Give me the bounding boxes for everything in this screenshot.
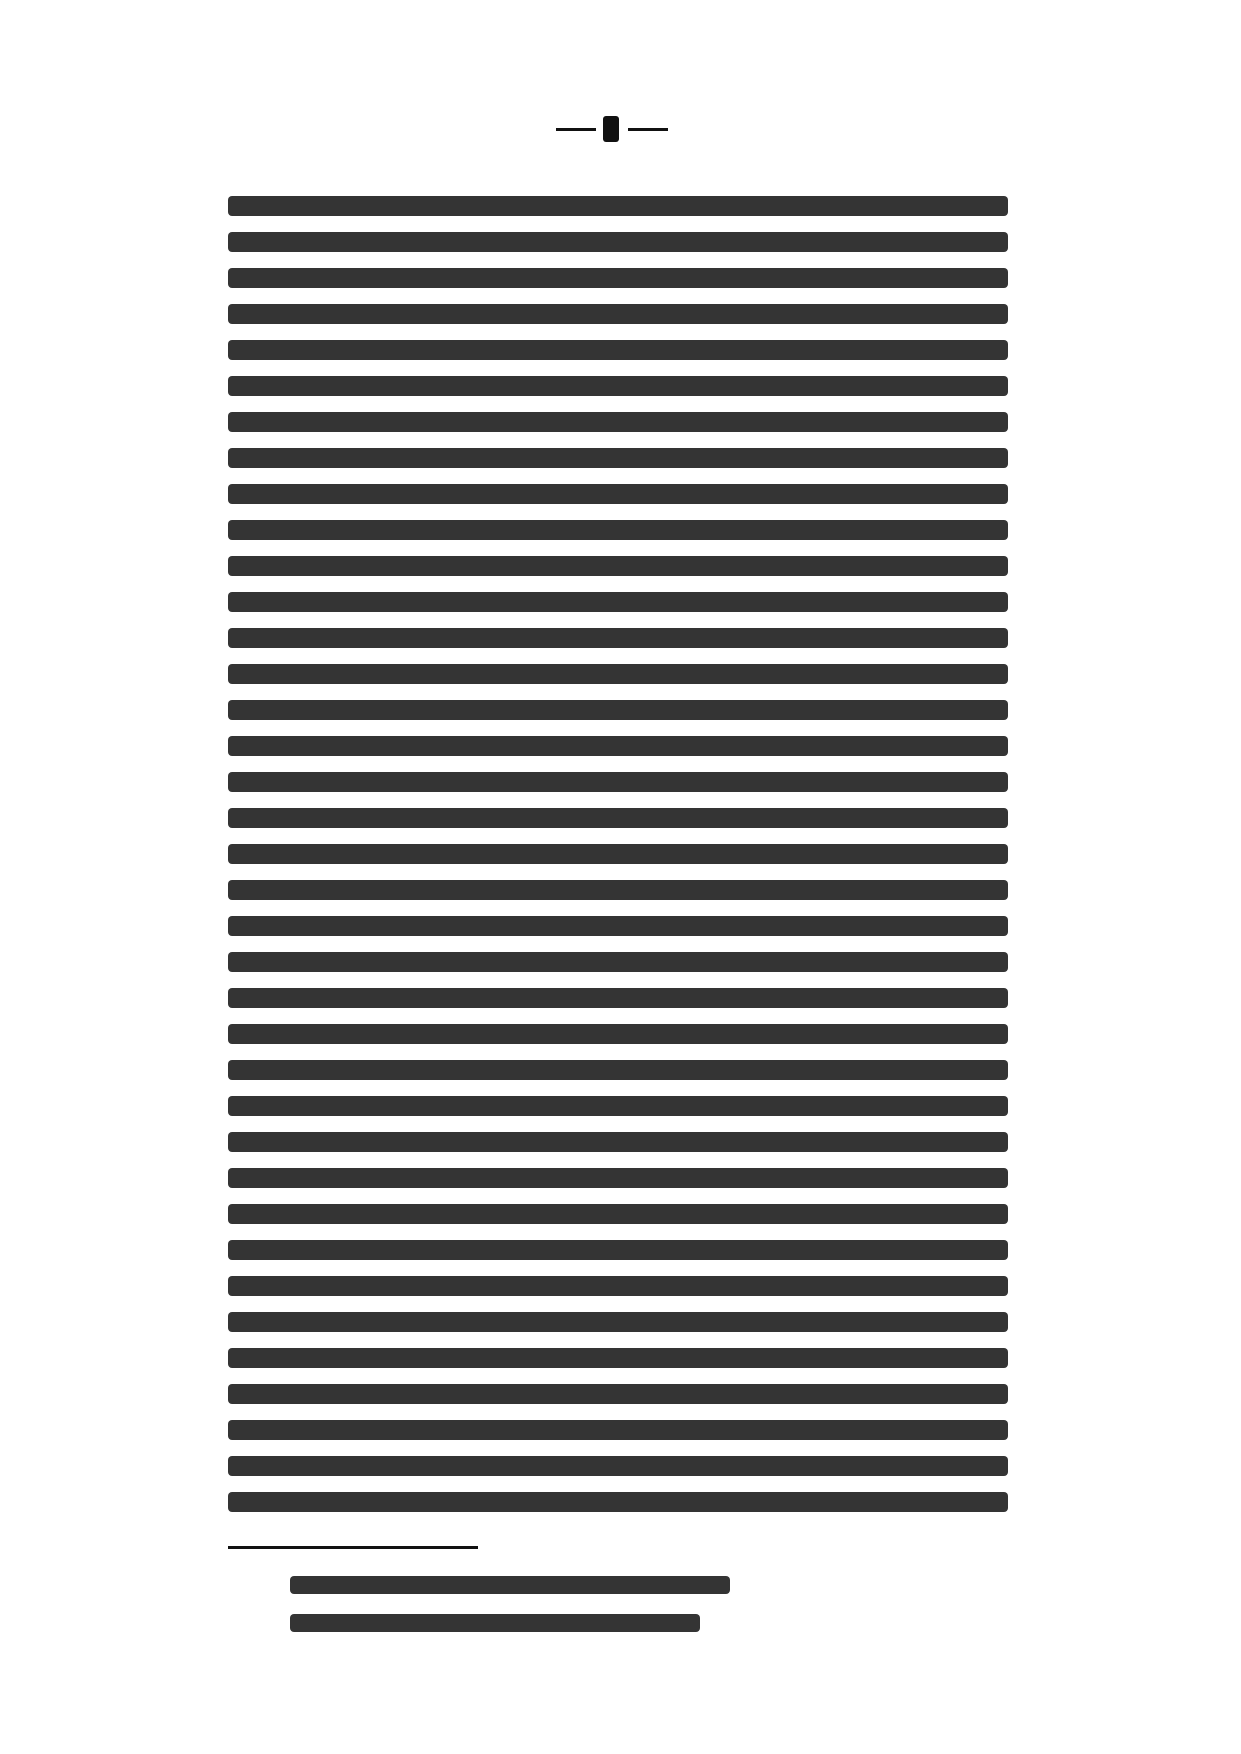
footnote-rule <box>228 1546 478 1549</box>
body-text-lines <box>228 196 1008 1512</box>
